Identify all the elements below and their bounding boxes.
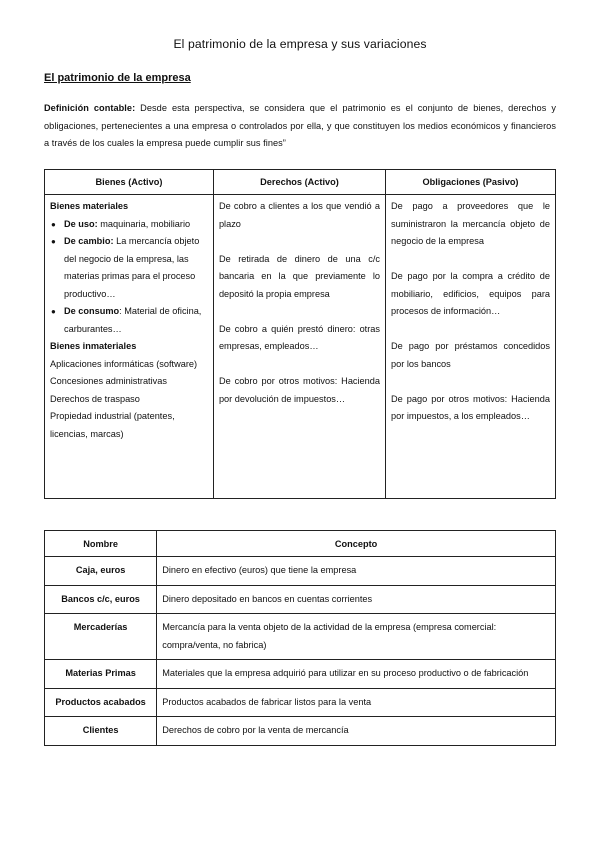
bienes-inmateriales-title: Bienes inmateriales	[50, 341, 137, 351]
inmaterial-line: Derechos de traspaso	[50, 393, 140, 404]
row-nombre: Caja, euros	[45, 557, 157, 586]
list-item	[50, 303, 208, 338]
section-title: El patrimonio de la empresa	[44, 72, 191, 84]
derechos-cell	[213, 195, 385, 499]
item-label: De cambio:	[64, 236, 114, 246]
item-text: : Material de oficina, carburantes…	[64, 306, 202, 334]
obligacion-item: De pago por otros motivos: Hacienda por impuestos, a los empleados…	[391, 393, 550, 421]
row-nombre: Bancos c/c, euros	[45, 585, 157, 614]
obligacion-item: De pago por préstamos concedidos por los bancos	[391, 341, 550, 369]
patrimonio-header-row	[45, 170, 556, 195]
definition-label: Definición contable:	[44, 103, 136, 113]
conceptos-table	[44, 530, 556, 746]
inmaterial-line: Concesiones administrativas	[50, 376, 167, 386]
inmaterial-line: Propiedad industrial (patentes, licencias, marcas)	[50, 411, 175, 439]
bienes-materiales-list	[50, 216, 208, 339]
row-nombre: Materias Primas	[45, 660, 157, 689]
table-row	[45, 688, 556, 717]
row-nombre: Productos acabados	[45, 688, 157, 717]
patrimonio-table	[44, 169, 556, 499]
bullet-icon: ●	[51, 307, 56, 316]
row-concepto: Dinero en efectivo (euros) que tiene la empresa	[157, 557, 556, 586]
bullet-icon: ●	[51, 237, 56, 246]
header-obligaciones: Obligaciones (Pasivo)	[386, 170, 556, 195]
list-item	[50, 233, 208, 303]
document-title: El patrimonio de la empresa y sus variaciones	[173, 37, 427, 51]
table-row	[45, 614, 556, 660]
table-row	[45, 660, 556, 689]
header-bienes: Bienes (Activo)	[45, 170, 214, 195]
bienes-materiales-title: Bienes materiales	[50, 201, 129, 211]
patrimonio-body-row	[45, 195, 556, 499]
obligacion-item: De pago a proveedores que le suministraron la mercancía objeto de negocio de la empresa	[391, 201, 550, 246]
row-concepto: Derechos de cobro por la venta de mercancía	[157, 717, 556, 746]
derecho-item: De cobro a clientes a los que vendió a plazo	[218, 201, 380, 229]
derecho-item: De cobro a quién prestó dinero: otras empresas, empleados…	[218, 323, 380, 351]
table-row	[45, 557, 556, 586]
row-nombre: Clientes	[45, 717, 157, 746]
table-row	[45, 717, 556, 746]
inmaterial-line: Aplicaciones informáticas (software)	[50, 358, 198, 369]
list-item	[50, 216, 208, 234]
obligaciones-cell	[386, 195, 556, 499]
obligacion-item: De pago por la compra a crédito de mobiliario, edificios, equipos para procesos de información…	[391, 271, 550, 316]
row-concepto: Dinero depositado en bancos en cuentas corrientes	[157, 585, 556, 614]
row-concepto: Mercancía para la venta objeto de la actividad de la empresa (empresa comercial: compra/venta, no fabrica)	[157, 614, 556, 660]
header-nombre: Nombre	[45, 531, 157, 557]
conceptos-header-row	[45, 531, 556, 557]
item-text: maquinaria, mobiliario	[97, 218, 191, 229]
derecho-item: De cobro por otros motivos: Hacienda por devolución de impuestos…	[218, 376, 380, 404]
bullet-icon: ●	[51, 219, 56, 229]
header-concepto: Concepto	[157, 531, 556, 557]
row-concepto: Productos acabados de fabricar listos para la venta	[157, 688, 556, 717]
item-label: De consumo	[64, 306, 120, 316]
row-nombre: Mercaderías	[45, 614, 157, 660]
header-derechos: Derechos (Activo)	[213, 170, 385, 195]
table-row	[45, 585, 556, 614]
item-label: De uso:	[64, 218, 98, 229]
bienes-cell	[45, 195, 214, 499]
definition-paragraph	[44, 100, 556, 153]
derecho-item: De retirada de dinero de una c/c bancaria en la que previamente lo depositó la propia empresa	[218, 253, 380, 299]
item-text: La mercancía objeto del negocio de la empresa, las materias primas para el proceso productivo…	[64, 236, 200, 299]
definition-text: Desde esta perspectiva, se considera que el patrimonio es el conjunto de bienes, derechos y obligaciones, pertenecientes a una empresa o controlados por ella, y que constituyen los medios económicos y financieros a través de los cuales la empresa puede cumplir sus fines”	[44, 103, 556, 148]
row-concepto: Materiales que la empresa adquirió para utilizar en su proceso productivo o de fabricación	[157, 660, 556, 689]
